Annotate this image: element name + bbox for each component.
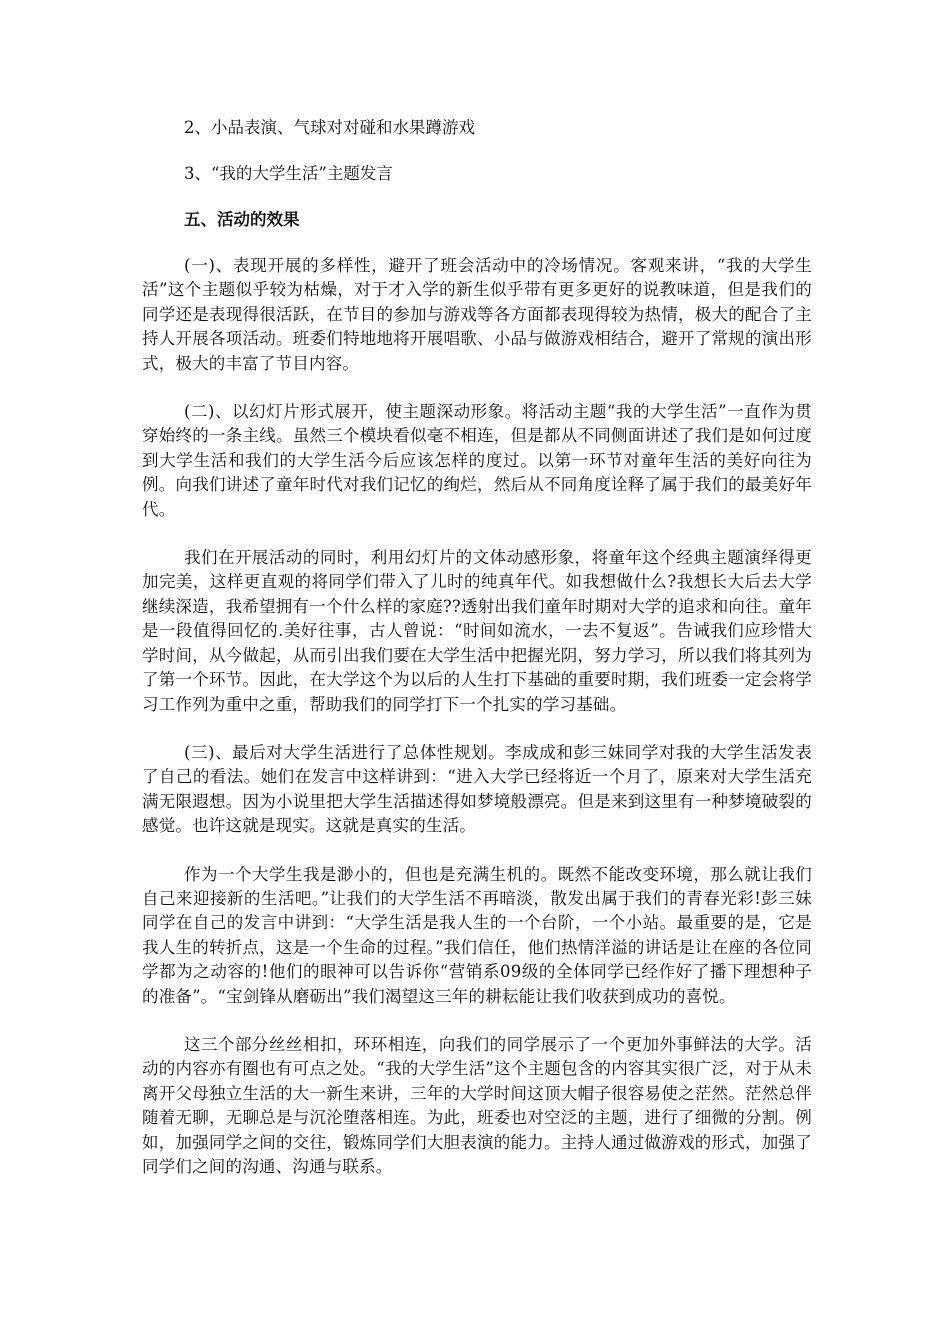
paragraph-1: (一)、表现开展的多样性，避开了班会活动中的冷场情况。客观来讲，“我的大学生活”这个主题似乎较为枯燥，对于才入学的新生似乎带有更多更好的说教味道，但是我们的同学还是表现得很活跃，在节目的参加与游戏等各方面都表现得较为热情，极大的配合了主持人开展各项活动。班委们特地地将开展唱歌、小品与做游戏相结合，避开了常规的演出形式，极大的丰富了节目内容。 — [142, 256, 812, 373]
paragraph-4: (三)、最后对大学生活进行了总体性规划。李成成和彭三妹同学对我的大学生活发表了自己的看法。她们在发言中这样讲到：“进入大学已经将近一个月了，原来对大学生活充满无限遐想。因为小说里把大学生活描述得如梦境般漂亮。但是来到这里有一种梦境破裂的感觉。也许这就是现实。这就是真实的生活。 — [142, 742, 812, 836]
list-item-activity-2: 2、小品表演、气球对对碰和水果蹲游戏 — [184, 118, 475, 137]
paragraph-6: 这三个部分丝丝相扣，环环相连，向我们的同学展示了一个更加外事鲜法的大学。活动的内容亦有圈也有可点之处。“我的大学生活”这个主题包含的内容其实很广泛，对于从未离开父母独立生活的大一新生来讲，三年的大学时间这顶大帽子很容易使之茫然。茫然总伴随着无聊，无聊总是与沉沦堕落相连。为此，班委也对空泛的主题，进行了细微的分割。例如，加强同学之间的交往，锻炼同学们大胆表演的能力。主持人通过做游戏的形式，加强了同学们之间的沟通、沟通与联系。 — [142, 1034, 812, 1176]
list-item-activity-3: 3、“我的大学生活”主题发言 — [184, 164, 393, 183]
section-heading: 五、活动的效果 — [184, 210, 300, 229]
document-page — [142, 110, 812, 1179]
paragraph-5: 作为一个大学生我是渺小的，但也是充满生机的。既然不能改变环境，那么就让我们自己来迎接新的生活吧。”让我们的大学生活不再暗淡，散发出属于我们的青春光彩!彭三妹同学在自己的发言中讲到：“大学生活是我人生的一个台阶，一个小站。最重要的是，它是我人生的转折点，这是一个生命的过程。”我们信任，他们热情洋溢的讲话是让在座的各位同学都为之动容的!他们的眼神可以告诉你“营销系09级的全体同学已经作好了播下理想种子的准备”。“宝剑锋从磨砺出”我们渴望这三年的耕耘能让我们收获到成功的喜悦。 — [142, 864, 812, 1006]
paragraph-3: 我们在开展活动的同时，利用幻灯片的文体动感形象，将童年这个经典主题演绎得更加完美，这样更直观的将同学们带入了儿时的纯真年代。如我想做什么?我想长大后去大学继续深造，我希望拥有一个什么样的家庭??透射出我们童年时期对大学的追求和向往。童年是一段值得回忆的.美好往事，古人曾说：“时间如流水，一去不复返”。告诫我们应珍惜大学时间，从今做起，从而引出我们要在大学生活中把握光阴，努力学习，所以我们将其列为了第一个环节。因此，在大学这个为以后的人生打下基础的重要时期，我们班委一定会将学习工作列为重中之重，帮助我们的同学打下一个扎实的学习基础。 — [142, 548, 812, 714]
paragraph-2: (二)、以幻灯片形式展开，使主题深动形象。将活动主题“我的大学生活”一直作为贯穿始终的一条主线。虽然三个模块看似毫不相连，但是都从不同侧面讲述了我们是如何过度到大学生活和我们的大学生活今后应该怎样的度过。以第一环节对童年生活的美好向往为例。向我们讲述了童年时代对我们记忆的绚烂，然后从不同角度诠释了属于我们的最美好年代。 — [142, 402, 812, 519]
